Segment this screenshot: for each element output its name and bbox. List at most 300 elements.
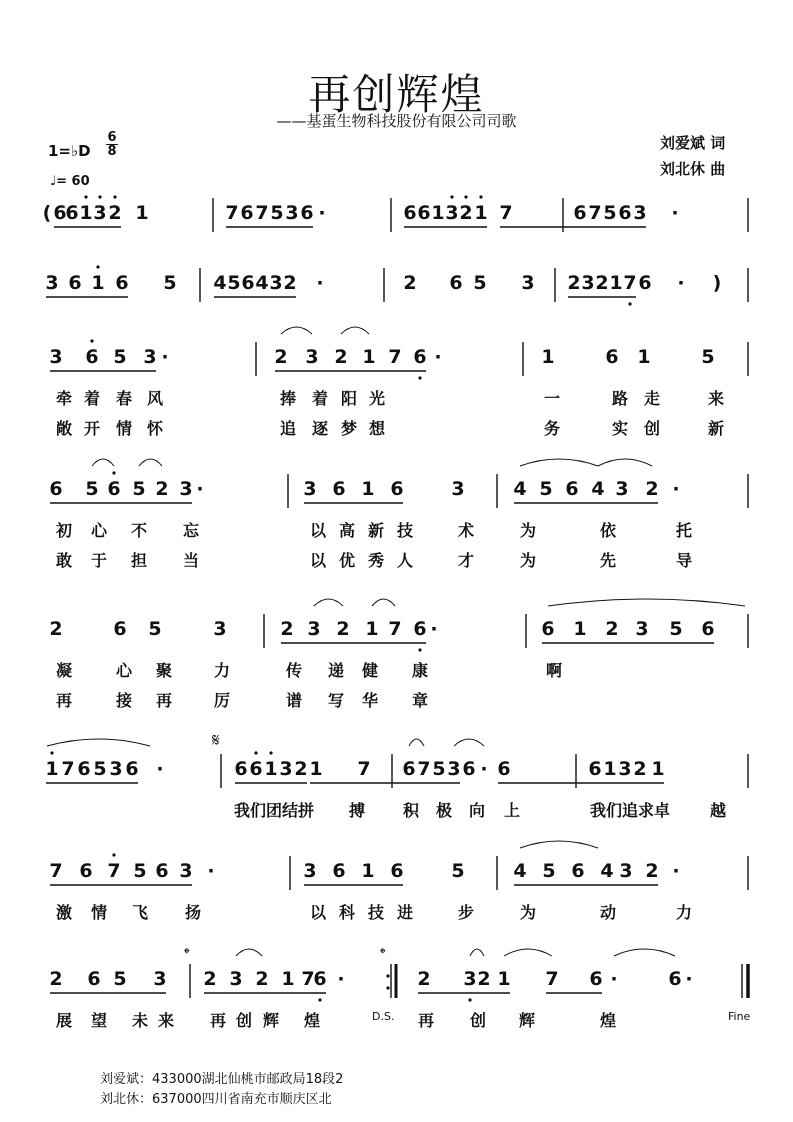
repeat-dot — [386, 986, 389, 989]
note: 3 — [269, 272, 283, 294]
high-octave-dot — [112, 471, 115, 474]
lyric-syllable: 煌 — [600, 1011, 617, 1030]
slur — [341, 327, 369, 334]
repeat-dot — [386, 974, 389, 977]
note: 6 — [125, 758, 139, 780]
lyricist-credit: 刘爱斌 词 — [660, 134, 726, 152]
note: 2 — [459, 202, 473, 224]
lyric-syllable: 想 — [369, 419, 386, 438]
lyric-syllable: 接 — [116, 691, 133, 710]
note: 6 — [300, 202, 314, 224]
note: 1 — [431, 202, 445, 224]
note: 5 — [113, 968, 127, 990]
note: 2 — [108, 202, 122, 224]
lyric-syllable: 煌 — [304, 1011, 321, 1030]
lyric-syllable: 逐 — [312, 419, 329, 438]
note: 6 — [638, 272, 652, 294]
high-octave-dot — [96, 265, 99, 268]
lyric-syllable: 聚 — [156, 661, 173, 680]
lyric-syllable: 牵 — [56, 389, 73, 408]
note: 5 — [669, 618, 683, 640]
note: 4 — [513, 478, 527, 500]
note: 6 — [115, 272, 129, 294]
note: 4 — [591, 478, 605, 500]
note: 6 — [449, 272, 463, 294]
slur — [281, 327, 312, 334]
note: 1 — [91, 272, 105, 294]
lyric-syllable: 一 — [544, 389, 561, 408]
note: 7 — [388, 346, 402, 368]
note: 6 — [113, 618, 127, 640]
lyric-syllable: 扬 — [185, 903, 202, 922]
note: 1 — [637, 346, 651, 368]
note: 6 — [241, 272, 255, 294]
lyric-syllable: 初 — [56, 521, 73, 540]
note: 5 — [603, 202, 617, 224]
note: 6 — [65, 202, 79, 224]
lyric-syllable: 力 — [214, 661, 231, 680]
note: 3 — [445, 202, 459, 224]
note: 1 — [573, 618, 587, 640]
lyric-syllable: 华 — [362, 691, 379, 710]
note: 7 — [417, 758, 431, 780]
note: 6 — [68, 272, 82, 294]
lyric-syllable: 积 — [403, 801, 420, 820]
lyric-syllable: 心 — [116, 661, 133, 680]
note: · — [672, 860, 680, 882]
footer-line: 刘北休：637000四川省南充市顺庆区北 — [100, 1092, 332, 1107]
lyric-syllable: 未 — [132, 1011, 149, 1030]
note: 7 — [499, 202, 513, 224]
low-octave-dot — [468, 998, 471, 1001]
slur — [454, 739, 484, 746]
note: 3 — [213, 618, 227, 640]
note: 1 — [361, 478, 375, 500]
note: 1 — [309, 758, 323, 780]
slur — [236, 949, 262, 956]
note: · — [434, 346, 442, 368]
lyric-syllable: 担 — [131, 551, 148, 570]
note: 7 — [545, 968, 559, 990]
note: · — [196, 478, 204, 500]
note: 3 — [179, 860, 193, 882]
note: · — [480, 758, 488, 780]
note: 3 — [285, 202, 299, 224]
note: 2 — [477, 968, 491, 990]
lyric-syllable: 当 — [183, 551, 200, 570]
note: 5 — [270, 202, 284, 224]
note: 6 — [565, 478, 579, 500]
lyric-syllable: 敢 — [56, 551, 73, 570]
note: 6 — [605, 346, 619, 368]
lyric-syllable: 风 — [147, 389, 164, 408]
note: · — [318, 202, 326, 224]
note: 6 — [668, 968, 682, 990]
lyric-syllable: 走 — [644, 389, 661, 408]
note: 5 — [85, 478, 99, 500]
note: 3 — [635, 618, 649, 640]
note: 7 — [107, 860, 121, 882]
note: 6 — [701, 618, 715, 640]
low-octave-dot — [318, 998, 321, 1001]
lyric-syllable: 优 — [339, 551, 356, 570]
lyric-syllable: 以 — [310, 551, 327, 570]
note: ) — [712, 272, 722, 294]
lyric-syllable: 展 — [56, 1011, 73, 1030]
note: 5 — [132, 478, 146, 500]
note: 6 — [403, 202, 417, 224]
lyric-syllable: 再 — [210, 1011, 227, 1030]
note: 6 — [240, 202, 254, 224]
slur — [504, 949, 552, 956]
note: 3 — [153, 968, 167, 990]
note: 3 — [179, 478, 193, 500]
lyric-syllable: 托 — [676, 521, 693, 540]
lyric-syllable: 开 — [84, 419, 101, 438]
note: 5 — [148, 618, 162, 640]
lyric-syllable: 来 — [708, 389, 725, 408]
lyric-syllable: 实 — [612, 419, 629, 438]
high-octave-dot — [113, 195, 116, 198]
note: 1 — [45, 758, 59, 780]
note: 3 — [49, 346, 63, 368]
lyric-syllable: 于 — [91, 551, 108, 570]
lyric-syllable: 技 — [397, 521, 414, 540]
note: 6 — [77, 758, 91, 780]
note: ( — [42, 202, 52, 224]
lyric-syllable: 向 — [469, 801, 486, 820]
note: 5 — [701, 346, 715, 368]
note: 6 — [53, 202, 67, 224]
note: 6 — [332, 860, 346, 882]
lyric-syllable: 梦 — [341, 419, 358, 438]
lyric-syllable: 辉 — [263, 1011, 280, 1030]
note: 6 — [313, 968, 327, 990]
key-signature: 1=♭D — [48, 142, 91, 160]
note: 1 — [264, 758, 278, 780]
lyric-syllable: 路 — [612, 389, 629, 408]
lyric-syllable: 高 — [339, 521, 356, 540]
composer-credit: 刘北休 曲 — [660, 160, 726, 178]
note: 4 — [213, 272, 227, 294]
note: 2 — [274, 346, 288, 368]
note: 6 — [462, 758, 476, 780]
note: 6 — [79, 860, 93, 882]
footer-line: 刘爱斌：433000湖北仙桃市邮政局18段2 — [100, 1072, 344, 1087]
lyric-syllable: 忘 — [183, 521, 200, 540]
lyric-syllable: 再 — [156, 691, 173, 710]
lyric-syllable: 情 — [116, 419, 133, 438]
note: 3 — [615, 478, 629, 500]
note: 7 — [225, 202, 239, 224]
note: 6 — [413, 346, 427, 368]
lyric-syllable: 导 — [676, 551, 693, 570]
note: 6 — [417, 202, 431, 224]
note: 7 — [49, 860, 63, 882]
note: 3 — [463, 968, 477, 990]
lyric-syllable: 先 — [600, 551, 617, 570]
lyric-syllable: 进 — [397, 903, 414, 922]
high-octave-dot — [112, 853, 115, 856]
note: 2 — [645, 860, 659, 882]
lyric-syllable: 搏 — [349, 801, 366, 820]
low-octave-dot — [628, 302, 631, 305]
lyric-syllable: 激 — [56, 903, 73, 922]
lyric-syllable: 康 — [412, 661, 429, 680]
note: 6 — [332, 478, 346, 500]
lyric-syllable: 步 — [458, 903, 475, 922]
note: 6 — [413, 618, 427, 640]
note: 6 — [107, 478, 121, 500]
note: 2 — [283, 272, 297, 294]
lyric-syllable: 创 — [470, 1011, 487, 1030]
lyric-syllable: 章 — [412, 691, 429, 710]
slur — [520, 841, 598, 848]
note: 7 — [301, 968, 315, 990]
lyric-syllable: 为 — [520, 521, 537, 540]
note: 3 — [619, 860, 633, 882]
note: 2 — [334, 346, 348, 368]
high-octave-dot — [50, 751, 53, 754]
lyric-syllable: 谱 — [286, 691, 303, 710]
lyric-syllable: 动 — [600, 903, 617, 922]
note: 1 — [497, 968, 511, 990]
note: 6 — [497, 758, 511, 780]
lyric-syllable: 敞 — [56, 419, 73, 438]
note: 3 — [447, 758, 461, 780]
slur — [409, 739, 424, 746]
note: 1 — [281, 968, 295, 990]
lyric-syllable: 才 — [458, 551, 475, 570]
note: 3 — [633, 202, 647, 224]
note: · — [156, 758, 164, 780]
lyric-syllable: 以 — [310, 903, 327, 922]
lyric-syllable: 再 — [56, 691, 73, 710]
note: 7 — [357, 758, 371, 780]
segno-sign: 𝄋 — [212, 730, 220, 751]
low-octave-dot — [418, 648, 421, 651]
note: 2 — [49, 618, 63, 640]
note: 7 — [388, 618, 402, 640]
note: · — [316, 272, 324, 294]
high-octave-dot — [450, 195, 453, 198]
note: 2 — [49, 968, 63, 990]
coda-sign-2: 𝄌 — [380, 944, 386, 963]
lyric-syllable: 我们追求卓 — [590, 801, 671, 820]
high-octave-dot — [90, 339, 93, 342]
slur — [139, 459, 162, 466]
note: · — [677, 272, 685, 294]
note: 1 — [365, 618, 379, 640]
lyric-syllable: 春 — [116, 389, 133, 408]
note: 2 — [403, 272, 417, 294]
note: 3 — [143, 346, 157, 368]
lyric-syllable: 务 — [544, 419, 561, 438]
note: 4 — [513, 860, 527, 882]
note: 2 — [633, 758, 647, 780]
note: 2 — [155, 478, 169, 500]
note: 6 — [402, 758, 416, 780]
time-signature: 6 8 — [107, 130, 117, 159]
note: 1 — [474, 202, 488, 224]
lyric-syllable: 创 — [644, 419, 661, 438]
note: · — [161, 346, 169, 368]
note: 2 — [567, 272, 581, 294]
note: 2 — [255, 968, 269, 990]
lyric-syllable: 技 — [368, 903, 385, 922]
note: 1 — [609, 272, 623, 294]
low-octave-dot — [418, 376, 421, 379]
note: 5 — [93, 758, 107, 780]
high-octave-dot — [479, 195, 482, 198]
note: 7 — [588, 202, 602, 224]
lyric-syllable: 我们团结拼 — [234, 801, 315, 820]
note: 3 — [618, 758, 632, 780]
note: 2 — [336, 618, 350, 640]
fine-marking: Fine — [728, 1010, 751, 1023]
slur — [314, 599, 343, 606]
lyric-syllable: 以 — [310, 521, 327, 540]
lyric-syllable: 怀 — [147, 419, 164, 438]
lyric-syllable: 情 — [91, 903, 108, 922]
note: 3 — [307, 618, 321, 640]
high-octave-dot — [98, 195, 101, 198]
note: 2 — [294, 758, 308, 780]
note: 6 — [234, 758, 248, 780]
note: 7 — [623, 272, 637, 294]
lyric-syllable: 新 — [708, 419, 725, 438]
note: 6 — [85, 346, 99, 368]
lyric-syllable: 着 — [312, 389, 329, 408]
slur — [47, 739, 150, 746]
note: · — [671, 202, 679, 224]
lyric-syllable: 辉 — [519, 1011, 536, 1030]
lyric-syllable: 为 — [520, 551, 537, 570]
note: · — [685, 968, 693, 990]
coda-sign: 𝄌 — [184, 944, 190, 963]
note: 7 — [61, 758, 75, 780]
note: 5 — [542, 860, 556, 882]
lyric-syllable: 上 — [504, 801, 521, 820]
lyric-syllable: 追 — [280, 419, 297, 438]
note: 2 — [645, 478, 659, 500]
high-octave-dot — [464, 195, 467, 198]
note: 5 — [539, 478, 553, 500]
note: 5 — [113, 346, 127, 368]
note: 6 — [571, 860, 585, 882]
lyric-syllable: 力 — [676, 903, 693, 922]
lyric-syllable: 再 — [418, 1011, 435, 1030]
note: 6 — [155, 860, 169, 882]
note: 3 — [305, 346, 319, 368]
note: 3 — [279, 758, 293, 780]
note: 1 — [135, 202, 149, 224]
lyric-syllable: 阳 — [341, 389, 358, 408]
note: 7 — [255, 202, 269, 224]
note: 4 — [255, 272, 269, 294]
note: · — [207, 860, 215, 882]
note: 6 — [390, 478, 404, 500]
note: 1 — [651, 758, 665, 780]
note: · — [610, 968, 618, 990]
note: · — [672, 478, 680, 500]
lyric-syllable: 望 — [91, 1011, 108, 1030]
note: 5 — [227, 272, 241, 294]
slur — [470, 949, 484, 956]
note: 4 — [600, 860, 614, 882]
lyric-syllable: 飞 — [132, 903, 149, 922]
slur — [614, 949, 675, 956]
lyric-syllable: 依 — [600, 521, 617, 540]
note: 2 — [280, 618, 294, 640]
lyric-syllable: 来 — [158, 1011, 175, 1030]
contact-footer — [100, 1070, 343, 1110]
lyric-syllable: 人 — [397, 551, 414, 570]
note: 3 — [303, 860, 317, 882]
note: 6 — [249, 758, 263, 780]
lyric-syllable: 递 — [328, 661, 345, 680]
note: 5 — [473, 272, 487, 294]
song-title: 再创辉煌 — [308, 70, 485, 119]
note: 6 — [49, 478, 63, 500]
lyric-syllable: 健 — [362, 661, 379, 680]
note: 6 — [390, 860, 404, 882]
note: 3 — [45, 272, 59, 294]
lyric-syllable: 越 — [710, 801, 727, 820]
lyric-syllable: 厉 — [214, 691, 231, 710]
note: 2 — [605, 618, 619, 640]
note: 6 — [588, 758, 602, 780]
slur — [372, 599, 395, 606]
note: 6 — [618, 202, 632, 224]
lyric-syllable: 心 — [91, 521, 108, 540]
song-subtitle: ——基蛋生物科技股份有限公司司歌 — [276, 112, 517, 130]
lyric-syllable: 啊 — [546, 661, 563, 680]
ds-marking: D.S. — [372, 1010, 395, 1023]
note: 6 — [589, 968, 603, 990]
high-octave-dot — [269, 751, 272, 754]
note: 3 — [581, 272, 595, 294]
note: 1 — [361, 860, 375, 882]
slur — [92, 459, 114, 466]
lyric-syllable: 着 — [84, 389, 101, 408]
slur — [548, 599, 745, 606]
note: 3 — [93, 202, 107, 224]
lyric-syllable: 捧 — [280, 389, 297, 408]
note: · — [430, 618, 438, 640]
lyric-syllable: 秀 — [368, 551, 385, 570]
note: 1 — [362, 346, 376, 368]
note: 3 — [109, 758, 123, 780]
lyric-syllable: 凝 — [56, 661, 73, 680]
note: 2 — [595, 272, 609, 294]
note: 3 — [451, 478, 465, 500]
lyric-syllable: 新 — [368, 521, 385, 540]
note: 5 — [451, 860, 465, 882]
lyric-syllable: 写 — [328, 691, 345, 710]
note: 1 — [541, 346, 555, 368]
note: 3 — [521, 272, 535, 294]
note: · — [337, 968, 345, 990]
high-octave-dot — [84, 195, 87, 198]
lyric-syllable: 传 — [286, 661, 303, 680]
lyric-syllable: 为 — [520, 903, 537, 922]
lyric-syllable: 不 — [131, 521, 148, 540]
note: 1 — [603, 758, 617, 780]
lyric-syllable: 创 — [236, 1011, 253, 1030]
note: 6 — [573, 202, 587, 224]
note: 3 — [303, 478, 317, 500]
